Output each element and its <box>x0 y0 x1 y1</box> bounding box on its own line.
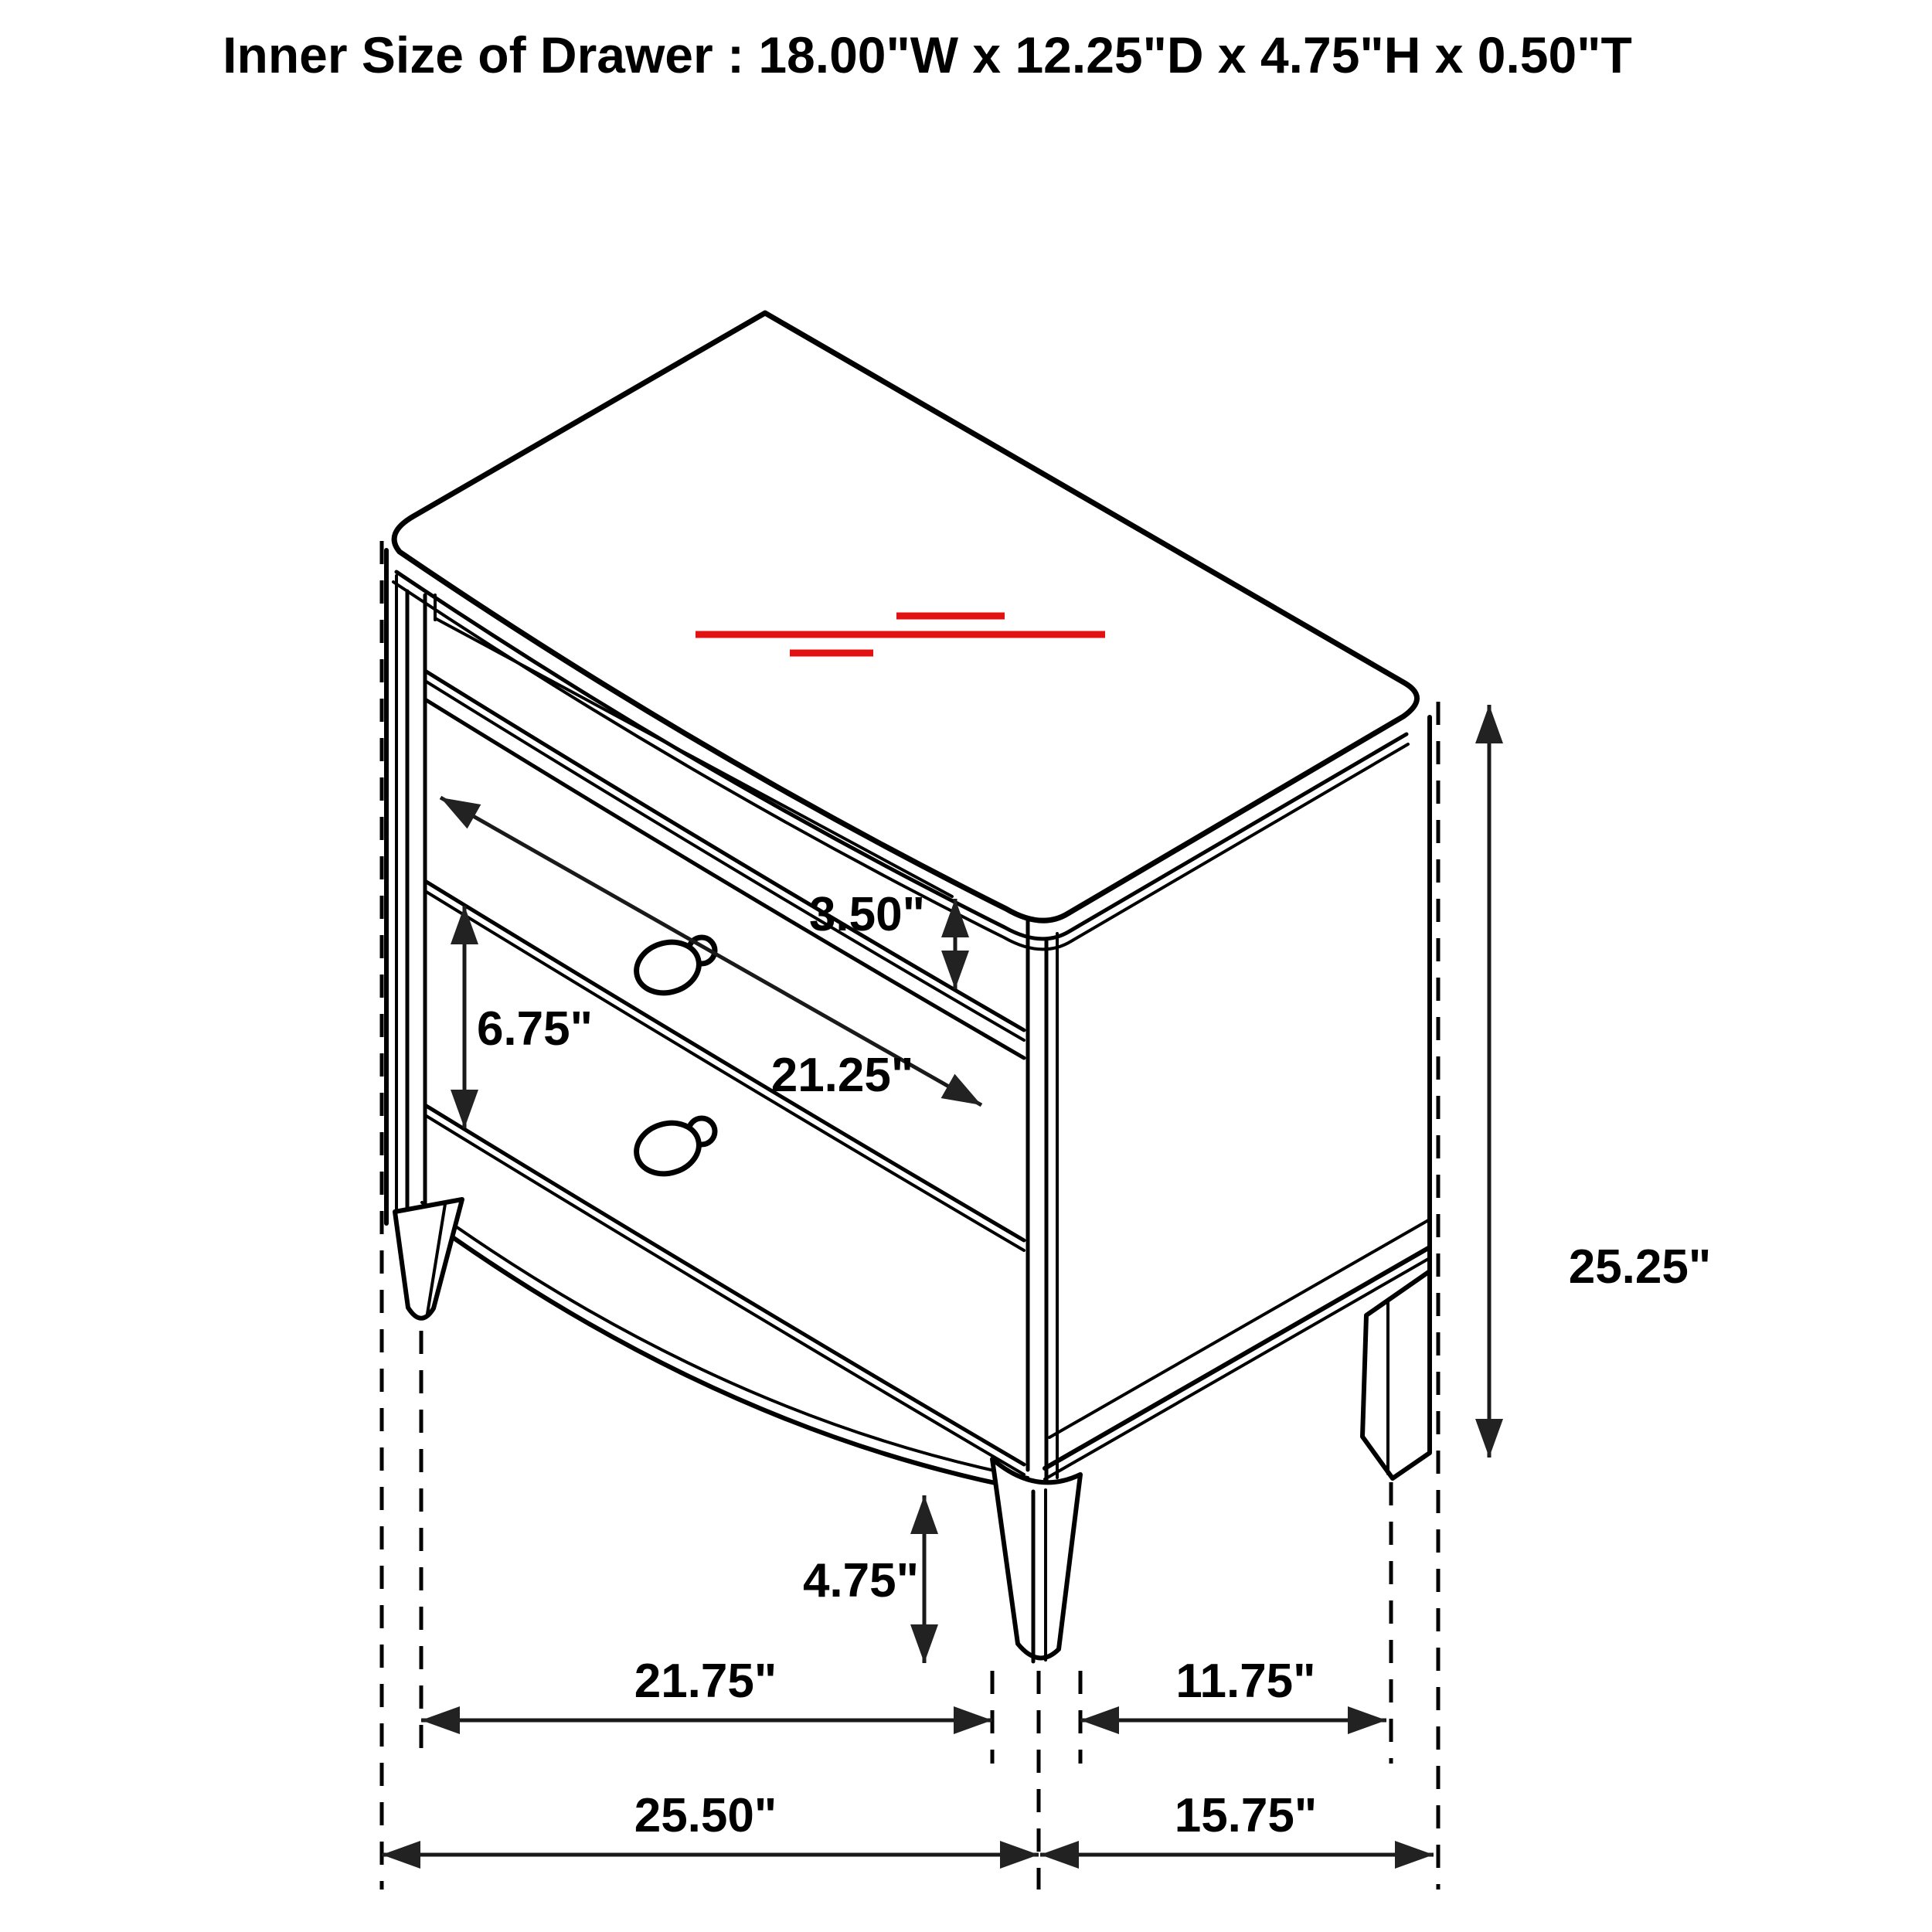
leg-rear-right <box>1362 1271 1430 1478</box>
drawer2-bottom-thin <box>425 1115 1024 1475</box>
cabinet-linework <box>386 313 1430 1662</box>
dim-label-25-25: 25.25" <box>1568 1240 1712 1294</box>
drawer-divider-bottom <box>425 891 1024 1250</box>
dim-label-25-50: 25.50" <box>634 1789 777 1842</box>
drawer-divider-top <box>425 881 1024 1240</box>
page-title: Inner Size of Drawer : 18.00"W x 12.25"D x 4.75"H x 0.50"T <box>223 26 1632 83</box>
drawer2-bottom-top <box>425 1105 1024 1464</box>
dim-label-15-75: 15.75" <box>1174 1789 1318 1842</box>
bottom-rail-outer <box>421 1215 1029 1490</box>
dim-label-21-25: 21.25" <box>770 1049 914 1102</box>
bottom-rail-inner <box>422 1202 1028 1478</box>
knob-bottom-drawer <box>631 1116 715 1181</box>
dim-label-4-75: 4.75" <box>802 1554 920 1607</box>
leg-front-center <box>992 1459 1080 1658</box>
dim-label-3-50: 3.50" <box>808 888 926 941</box>
dim-label-21-75: 21.75" <box>634 1655 777 1708</box>
dim-label-6-75: 6.75" <box>476 1002 594 1056</box>
dim-label-11-75: 11.75" <box>1175 1655 1316 1708</box>
